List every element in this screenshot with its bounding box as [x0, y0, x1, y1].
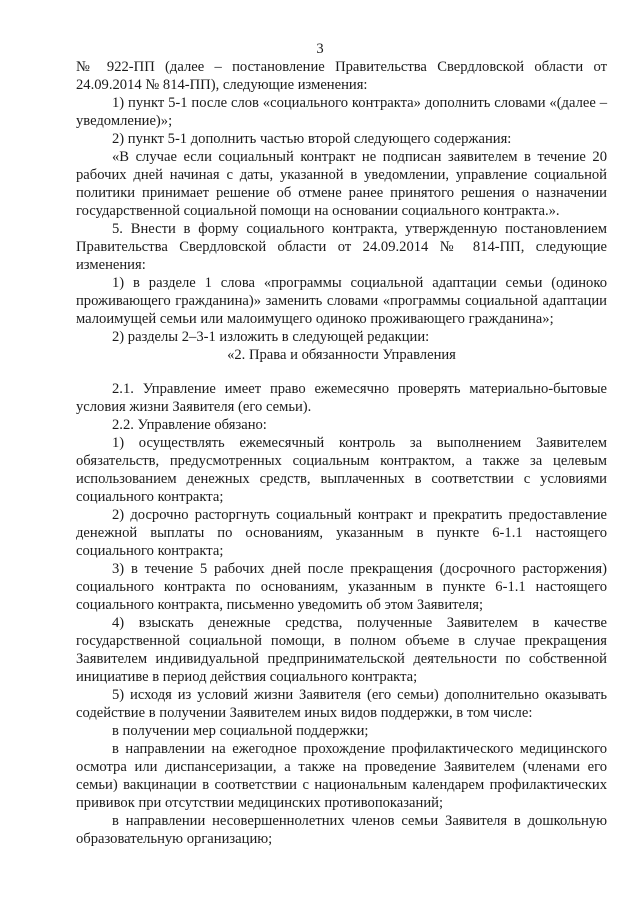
paragraph: 1) осуществлять ежемесячный контроль за выполнением Заявителем обязательств, предусмотренных социальным контрактом, а также за целевым использованием денежных средств, выплаченных в соответствии с условиями социального контракта;	[76, 435, 607, 505]
paragraph: 2.1. Управление имеет право ежемесячно проверять материально-бытовые условия жизни Заявителя (его семьи).	[76, 381, 607, 415]
paragraph: № 922-ПП (далее – постановление Правительства Свердловской области от 24.09.2014 № 814-ПП), следующие изменения:	[76, 59, 607, 93]
document-body	[76, 58, 607, 848]
page-number: 3	[316, 41, 324, 57]
paragraph: 2.2. Управление обязано:	[112, 417, 267, 433]
paragraph: в направлении несовершеннолетних членов семьи Заявителя в дошкольную образовательную организацию;	[76, 813, 607, 847]
paragraph: 2) разделы 2–3-1 изложить в следующей редакции:	[112, 329, 430, 345]
paragraph: 5. Внести в форму социального контракта, утвержденную постановлением Правительства Свердловской области от 24.09.2014 № 814-ПП, следующие изменения:	[76, 221, 607, 273]
paragraph: «В случае если социальный контракт не подписан заявителем в течение 20 рабочих дней начиная с даты, указанной в уведомлении, управление социальной политики принимает решение об отмене ранее принятого решения о назначении государственной социальной помощи на основании социального контракта.».	[76, 149, 607, 219]
paragraph: 2) пункт 5-1 дополнить частью второй следующего содержания:	[112, 131, 512, 147]
paragraph: в получении мер социальной поддержки;	[112, 723, 369, 739]
spacer	[76, 364, 607, 380]
paragraph: в направлении на ежегодное прохождение профилактического медицинского осмотра или диспансеризации, а также на проведение Заявителем (членами его семьи) вакцинации в соответствии с национальным календарем профилактических прививок при отсутствии медицинских противопоказаний;	[76, 741, 607, 811]
paragraph: 2) досрочно расторгнуть социальный контракт и прекратить предоставление денежной выплаты по основаниям, указанным в пункте 6-1.1 настоящего социального контракта;	[76, 507, 607, 559]
paragraph: 1) в разделе 1 слова «программы социальной адаптации семьи (одиноко проживающего гражданина)» заменить словами «программы социальной адаптации малоимущей семьи или малоимущего одиноко проживающего гражданина»;	[76, 275, 607, 327]
paragraph: 1) пункт 5-1 после слов «социального контракта» дополнить словами «(далее – уведомление)»;	[76, 95, 607, 129]
paragraph: 5) исходя из условий жизни Заявителя (его семьи) дополнительно оказывать содействие в получении Заявителем иных видов поддержки, в том числе:	[76, 687, 607, 721]
paragraph: 4) взыскать денежные средства, полученные Заявителем в качестве государственной социальной помощи, в полном объеме в случае прекращения Заявителем индивидуальной предпринимательской деятельности по собственной инициативе в период действия социального контракта;	[76, 615, 607, 685]
section-heading: «2. Права и обязанности Управления	[227, 347, 456, 363]
paragraph: 3) в течение 5 рабочих дней после прекращения (досрочного расторжения) социального контракта по основаниям, указанным в пункте 6-1.1 настоящего социального контракта, письменно уведомить об этом Заявителя;	[76, 561, 607, 613]
